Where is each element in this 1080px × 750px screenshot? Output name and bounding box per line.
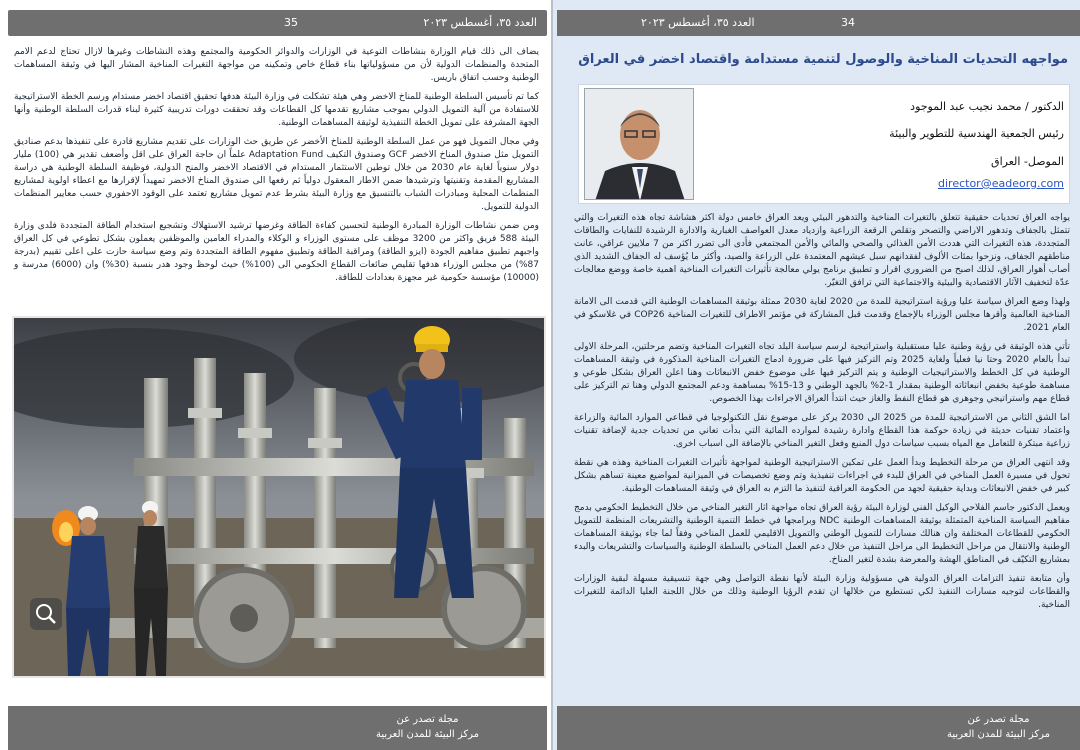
paragraph: وقد انتهى العراق من مرحلة التخطيط وبدأ العمل على تمكين الاستراتيجية الوطنية لمواجهة تأثيرات التغيرات المناخية وهذه هي نقطة تحول في مسيرة العمل المناخي في العراق للبدء في اجراءات تنفيذية وتم وضع تخصيصات في الميزانية لمواضيع معينة تساهم بشكل كبير في خفض الانبعاثات وبداية حقيقية لجهد من الحكومة العراقية لتنفيذ ما التزم به العراق في وثيقة المساهمات الوطنية. (574, 458, 1070, 494)
zoom-lens-button[interactable] (30, 598, 62, 630)
article-title: مواجهه التحديات المناخية والوصول لتنمية مستدامة واقتصاد اخضر في العراق (578, 52, 1068, 67)
article-body-right (574, 212, 1070, 618)
author-portrait (584, 88, 694, 200)
paragraph: ولهذا وضع العراق سياسة عليا ورؤية استراتيجية للمدة من 2020 لغاية 2030 ممثلة بوثيقة المساهمات الوطنية التي قدمت الى الامانة المناخية العالمية وأقرها مجلس الوزراء بالإجماع وقدمت قبل المشاركة في مؤتمر الاطراف للتغيرات المناخية COP26 في غلاسكو في العام 2021. (574, 297, 1070, 333)
issue-label: العدد ٣٥، أغسطس ٢٠٢٣ (641, 16, 755, 29)
author-email-link[interactable]: director@eadeorg.com (938, 177, 1064, 190)
paragraph: وأن متابعة تنفيذ التزامات العراق الدولية هي مسؤولية وزارة البيئة لأنها نقطة التواصل وهي جهة تنسيقية مسهلة لبقية الوزارات والقطاعات لتوجيه مسارات التنفيذ لكي تستطيع من خلالها ان تقدم الرؤيا الوطنية وذلك من خلال اللجنة العليا الدائمة للتغيرات المناخية. (574, 574, 1070, 610)
footer-line-1: مجلة تصدر عن (967, 714, 1030, 725)
paragraph: تأتي هذه الوثيقة في رؤية وطنية عليا مستقبلية واستراتيجية لرسم سياسة البلد تجاه التغيرات المناخية وتضم مرحلتين، المرحلة الاولى تبدأ بالعام 2020 وحتا نيا فعلياً ولغاية 2025 وتم التركيز فيها على ضرورة ادماج التغيرات المناخية المذكورة في وثيقة المساهمات الوطنية في كل الخطط والاستراتيجيات الوطنية و يتم التركيز فيها على موضوع خفض الانبعاثات وهنا اعلن العراق بشكل طوعي و مساهمة طوعية بخفض انبعاثاته الوطنية بمقدار 1-2% بالجهد الوطني و 13-15% بمساهمة ودعم المجتمع الدولي وهنا تم التركيز على قطاع مهم واستراتيجي وجوهري هو قطاع النفط والغاز حيث انتدأ العراق الاجراءات بهذا الخصوص. (574, 342, 1071, 404)
footer-line-1: مجلة تصدر عن (396, 714, 459, 725)
paragraph: ويعمل الدكتور جاسم الفلاحي الوكيل الفني لوزارة البيئة رؤية العراق تجاه مواجهة اثار التغير المناخي من خلال التخطيط الحكومي بدمج مفاهيم السياسة المناخية المتمثلة بوثيقة المساهمات الوطنية NDC وبرامجها في خطط التنمية الوطنية والتشريعات المنظمة للتمويل الحكومي للقطاعات المختلفة وان هنالك مسارات للتمويل الوطني والتمويل الاقليمي للعمل المناخي وفقاً لما جاء بوثيقة المساهمات الوطنية والانتقال من مراحل التخطيط الى مراحل التنفيذ من خلال دعم العمل المناخي بالسلطة الوطنية والسياسات والتشريعات والبدء بمشاريع التكيّف في المناطق الهشة والمعرضة بشدة لتغير المناخ. (574, 503, 1071, 565)
page-footer (8, 706, 547, 750)
issue-label: العدد ٣٥، أغسطس ٢٠٢٣ (423, 16, 537, 29)
page-header (8, 10, 547, 36)
oil-workers-photo (12, 316, 546, 678)
paragraph: اما الشق الثاني من الاستراتيجية للمدة من 2025 الى 2030 يركز على موضوع نقل التكنولوجيا في قطاعي الموارد المائية والزراعة واعتماد تقنيات حديثة في زيادة حوكمة هذا القطاع وادارة رشيدة لموارده المائية التي بدأت تعاني من تحديات جدية لإضافة تقنيات زراعية مبتكرة للتعامل مع المياه بسبب سياسات دول المنبع وفعل التغير المناخي بالإضافة الى اسباب اخرى. (574, 413, 1070, 449)
article-body-left (14, 46, 539, 291)
footer-line-2: مركز البيئة للمدن العربية (376, 729, 479, 740)
page-number: 34 (841, 16, 855, 29)
page-number: 35 (284, 16, 298, 29)
page-header (557, 10, 1080, 36)
author-city: الموصل- العراق (991, 155, 1064, 168)
paragraph: يواجه العراق تحديات حقيقية تتعلق بالتغيرات المناخية والتدهور البيئي ويعد العراق خامس دولة اكثر هشاشة تجاه هذه التغيرات والتي تتمثل بالجفاف وتدهور الاراضي والتصحر وتقلص الرقعة الزراعية وازدياد معدل العواصف الغبارية والادارة الرشيدة للنفايات والطاقات المتجددة، هذه التغيرات التي هددت الأمن الغذائي والصحي والمائي والأمن المجتمعي فأدى الى تضرر اكثر من 7 ملايين عراقي، عانت مناطقهم الجفاف، ونزحوا بمئات الألوف لفقدانهم سبل عيشهم المعتمدة على الزراعة والصيد، وأكثر ما يُؤسف له الجفاف الشديد الذي أصاب أهوار العراق، لذلك اصبح من الضروري اقرار و تطبيق برنامج يولي معالجة تأثيرات التغيرات المناخية اهمية خاصة ووضع معالجات عدّة لتخفيف الآثار الاقتصادية والبيئية والاجتماعية التي ترافق التغيّر. (574, 213, 1070, 288)
footer-line-2: مركز البيئة للمدن العربية (947, 729, 1050, 740)
paragraph: كما تم تأسيس السلطة الوطنية للمناخ الاخضر وهي هيئة تشكلت في وزارة البيئة هدفها تحقيق اقتصاد اخضر مستدام ورسم الخطة الاستراتيجية للاستفادة من آلية التمويل الدولي بموجب مشاريع تقدمها كل القطاعات وقد تحققت دورات تدريبية كثيرة لبناء قدرات السلطة الوطنية وأنها الجهة المشرفة على تمويل الخطة التنفيذية لوثيقة المساهمات الوطنية. (14, 92, 539, 128)
paragraph: يضاف الى ذلك قيام الوزارة بنشاطات التوعية في الوزارات والدوائر الحكومية والمجتمع وهذه النشاطات وغيرها لازال تحتاج لدعم الامم المتحدة والمنظمات الدولية لأن من مسؤولياتها بناء قطاع خاص وتمكينه من مواجهة التغيرات المناخية المشار اليها في وثيقة المساهمات الوطنية وحسب اتفاق باريس. (14, 47, 539, 83)
lens-icon (30, 598, 62, 630)
author-name: الدكتور / محمد نجيب عبد الموجود (910, 100, 1064, 113)
page-footer (557, 706, 1080, 750)
author-role: رئيس الجمعية الهندسية للتطوير والبيئة (889, 127, 1064, 140)
paragraph: ومن ضمن نشاطات الوزارة المبادرة الوطنية لتحسين كفاءة الطاقة وغرضها ترشيد الاستهلاك وتشجيع استخدام الطاقة المتجددة فلدى وزارة البيئة 588 فريق واكثر من 3200 موظف على مستوى الوزراء و الوكلاء والمدراء العامين والموظفين يعملون بشكل تطوعي في كل العراق واجبهم تطبيق مفاهيم الجودة (ايزو الطاقة) ومراقبة الطاقة وتطبيق مفهوم الطاقة المتجددة وتم وضع سياسة حازت على اعلى تقييم (بدرجة 87%) من مجلس الوزراء هدفها تقليص ضائعات القطاع الحكومي الى (100%) حيث لوحظ وجود هدر بنسبة (30%) وان (6000) مدرسة و (10000) مؤسسة حكومية غير مجهزة بعدادات للطاقة. (14, 221, 539, 283)
paragraph: وفي مجال التمويل فهو من عمل السلطة الوطنية للمناخ الأخضر عن طريق حث الوزارات على تقديم مشاريع قادرة على تنفيذها بدعم صناديق التمويل مثل صندوق المناخ الاخضر GCF وصندوق التكيف Adaptation Fund علماً ان حاجة العراق على اقل وأضعف تقدير هي (100) مليار دولار سنوياً لغاية عام 2030 من خلال توطين الاستثمار المستدام في الاقتصاد الاخضر والمنح الدولية، فوظيفة السلطة الوطنية هي دراسة المشاريع المقدمة وتقنيتها وترشيدها ضمن الاطار المعقول دولياً ثم رفعها الى صندوق المناخ الاخضر تمهيداً لإقرارها مع اعطاء اولوية لمشاريع المنظمات المحلية ومبادرات الشباب بالتنسيق مع وزارة البيئة بشرط عدم تمويل مشاريع تعتمد على الوقود الاحفوري حسب معايير المنظمات الدولية للتمويل. (14, 137, 540, 212)
